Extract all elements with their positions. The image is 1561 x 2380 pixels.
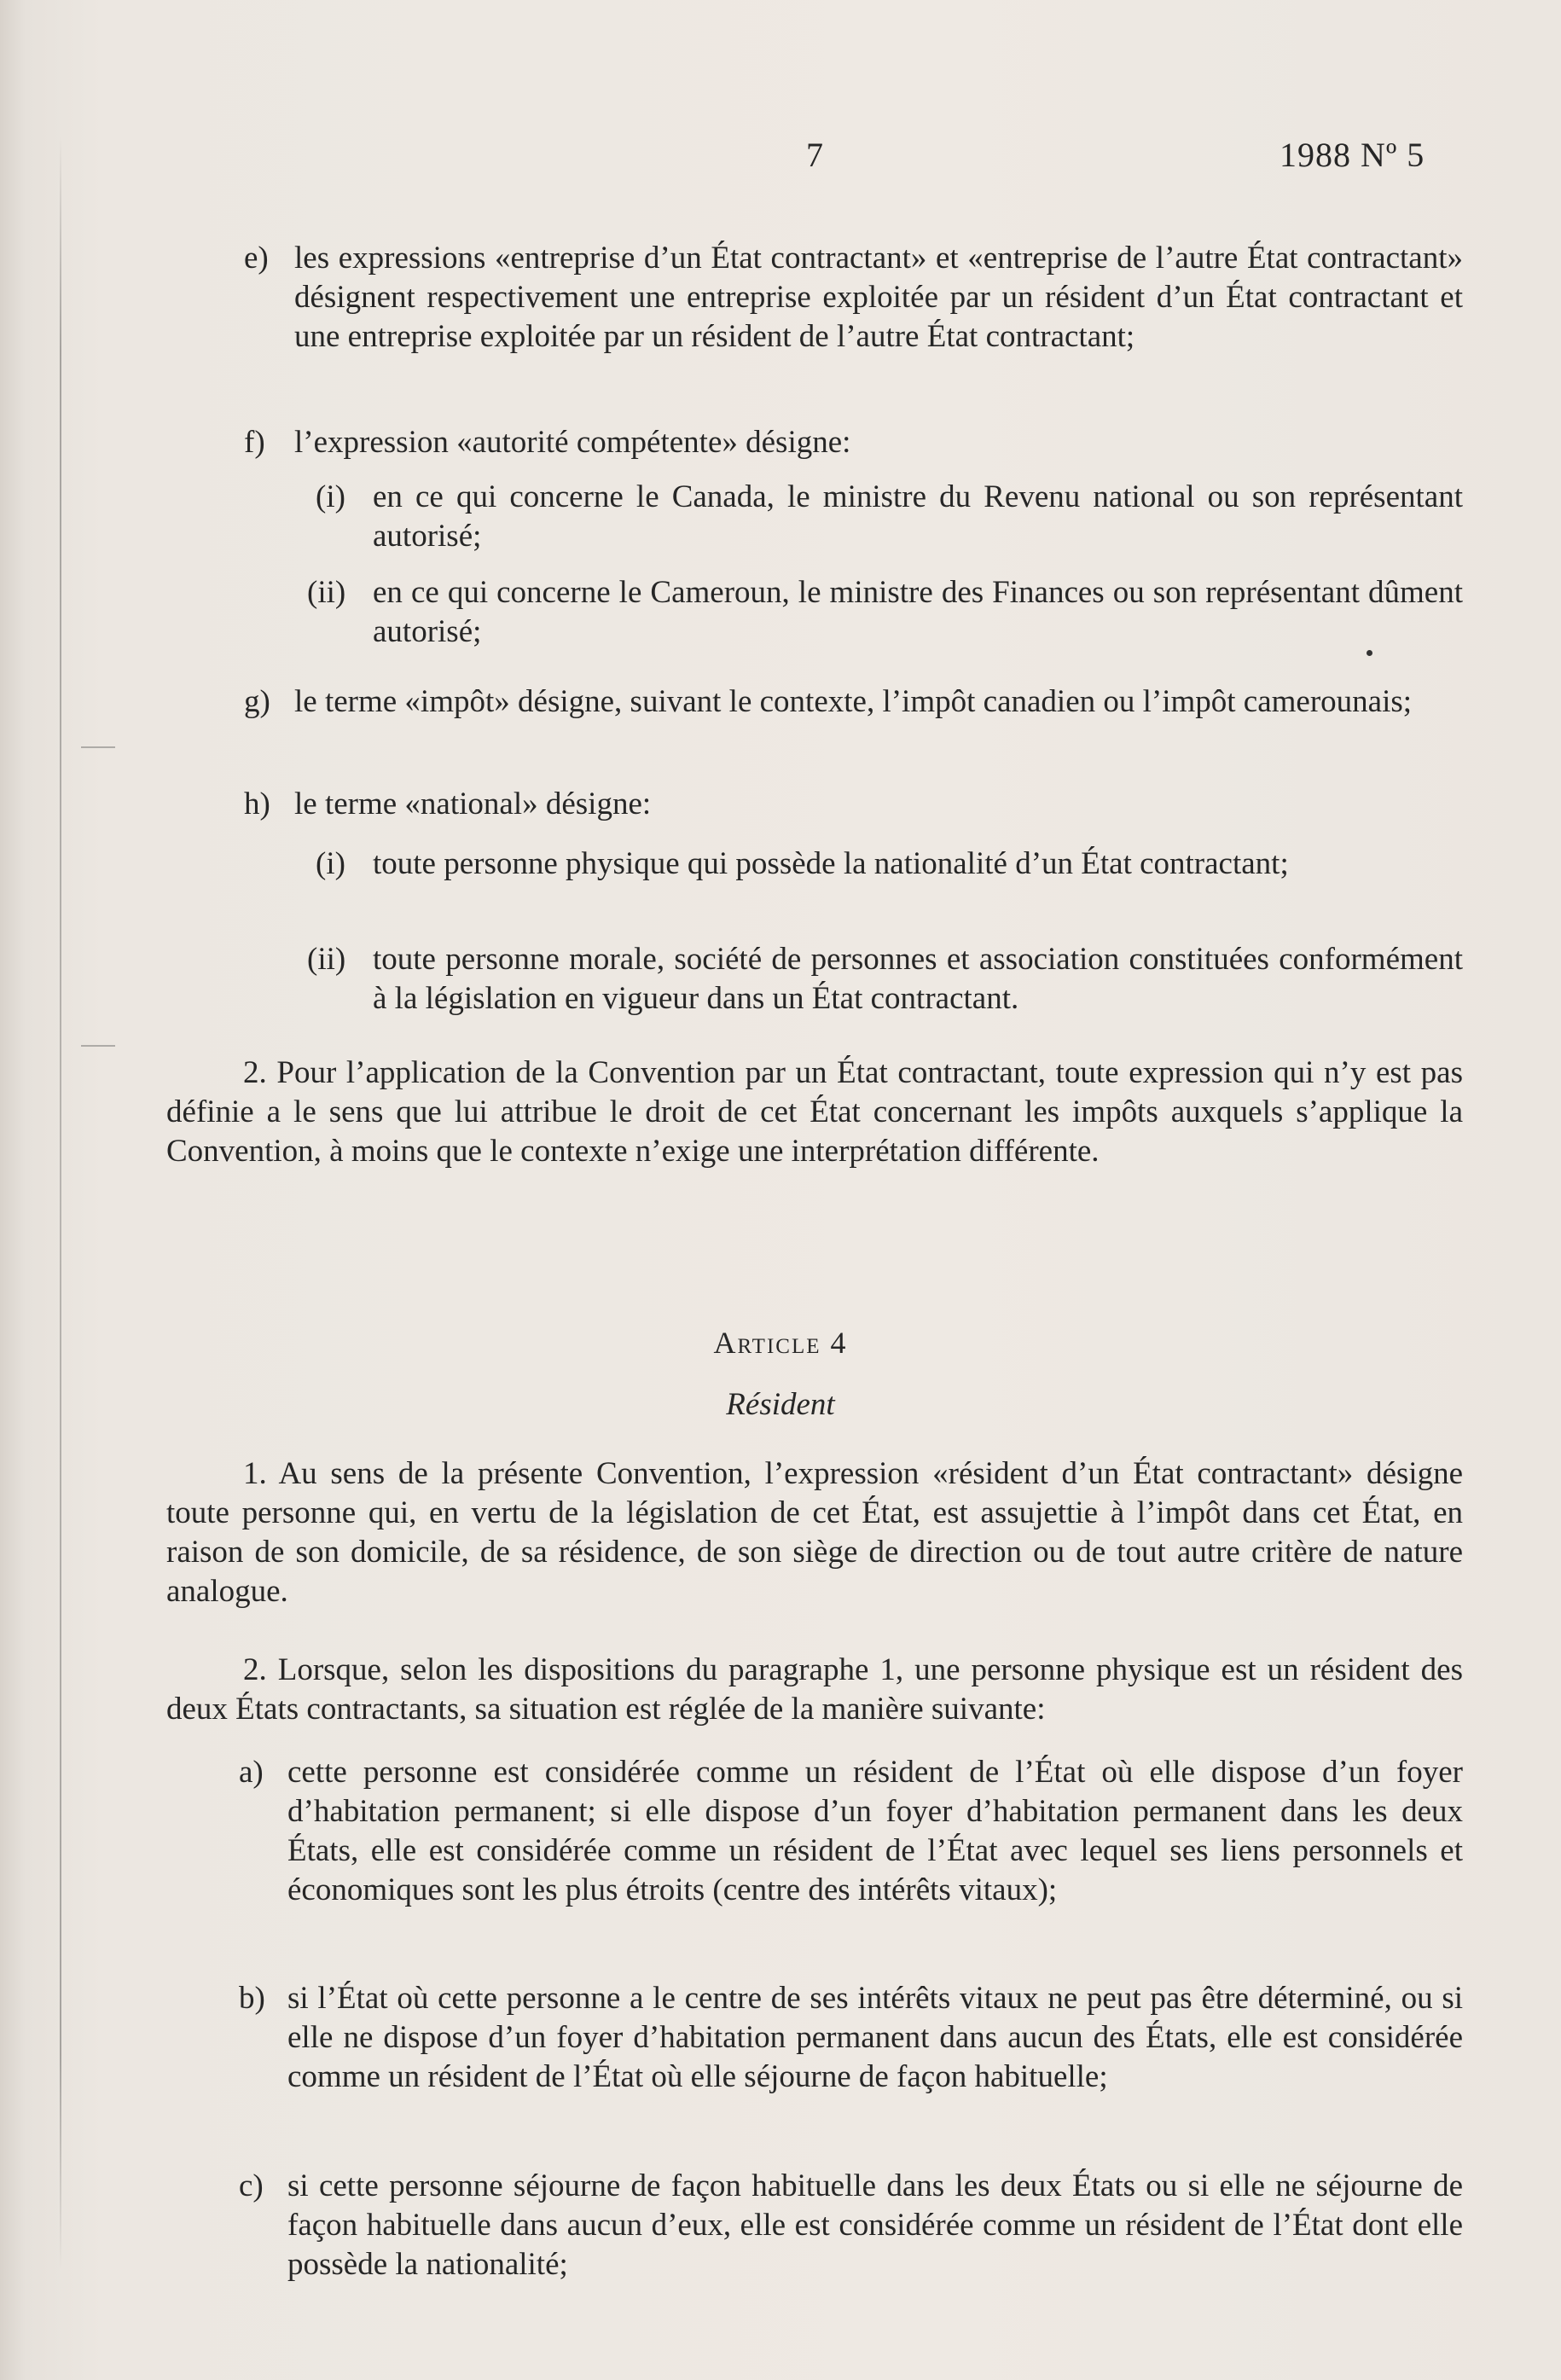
item-label: e) (244, 241, 269, 276)
article-subtitle: Résident (726, 1387, 835, 1422)
item-label: a) (239, 1755, 264, 1790)
item-text: si l’État où cette personne a le centre de ses intérêts vitaux ne peut pas être déterminé, ou si elle ne dispose d’un foyer d’habitation permanent dans aucun des États, elle est considérée comme un résident de l’État où elle séjourne de façon habituelle; (287, 1981, 1463, 2094)
ink-speck (1367, 650, 1372, 656)
item-text: les expressions «entreprise d’un État contractant» et «entreprise de l’autre État contractant» désignent respectivement une entreprise exploitée par un résident d’un État contractant et une entreprise exploitée par un résident de l’autre État contractant; (294, 241, 1463, 354)
sub-item-text: toute personne morale, société de personnes et association constituées conformément à la législation en vigueur dans un État contractant. (373, 942, 1463, 1016)
margin-mark (81, 746, 115, 748)
margin-mark (81, 1045, 115, 1047)
sub-item-label: (ii) (307, 575, 346, 610)
item-label: h) (244, 787, 270, 821)
item-label: c) (239, 2168, 264, 2203)
item-label: b) (239, 1981, 265, 2016)
article-paragraph-1: 1. Au sens de la présente Convention, l’expression «résident d’un État contractant» désigne toute personne qui, en vertu de la législation de cet État, est assujettie à l’impôt dans cet État, en raison de son domicile, de sa résidence, de son siège de direction ou de tout autre critère de nature analogue. (166, 1456, 1463, 1609)
item-text: le terme «national» désigne: (294, 787, 652, 821)
item-label: g) (244, 684, 270, 719)
sub-item-label: (i) (316, 846, 345, 881)
sub-item-label: (i) (316, 479, 345, 514)
paragraph-2: 2. Pour l’application de la Convention par un État contractant, toute expression qui n’y est pas définie a le sens que lui attribue le droit de cet État concernant les impôts auxquels s’applique la Convention, à moins que le contexte n’exige une interprétation différente. (166, 1055, 1463, 1169)
article-paragraph-2: 2. Lorsque, selon les dispositions du paragraphe 1, une personne physique est un résident des deux États contractants, sa situation est réglée de la manière suivante: (166, 1652, 1463, 1727)
sub-item-text: en ce qui concerne le Canada, le ministre du Revenu national ou son représentant autorisé; (373, 479, 1463, 554)
binding-gutter-line (60, 136, 61, 2269)
page-number: 7 (806, 136, 823, 174)
item-text: si cette personne séjourne de façon habituelle dans les deux États ou si elle ne séjourne de façon habituelle dans aucun d’eux, elle est considérée comme un résident de l’État dont elle possède la nationalité; (287, 2168, 1463, 2282)
sub-item-text: en ce qui concerne le Cameroun, le ministre des Finances ou son représentant dûment autorisé; (373, 575, 1463, 649)
item-text: l’expression «autorité compétente» désigne: (294, 425, 851, 460)
item-text: le terme «impôt» désigne, suivant le contexte, l’impôt canadien ou l’impôt camerounais; (294, 684, 1413, 719)
item-text: cette personne est considérée comme un résident de l’État où elle dispose d’un foyer d’habitation permanent; si elle dispose d’un foyer d’habitation permanent dans les deux États, elle est considérée comme un résident de l’État avec lequel ses liens personnels et économiques sont les plus étroits (centre des intérêts vitaux); (287, 1755, 1463, 1907)
article-title: Article 4 (713, 1326, 848, 1360)
year-number: 1988 Nº 5 (1280, 136, 1425, 174)
item-label: f) (244, 425, 265, 460)
sub-item-label: (ii) (307, 942, 346, 977)
sub-item-text: toute personne physique qui possède la nationalité d’un État contractant; (373, 846, 1289, 881)
